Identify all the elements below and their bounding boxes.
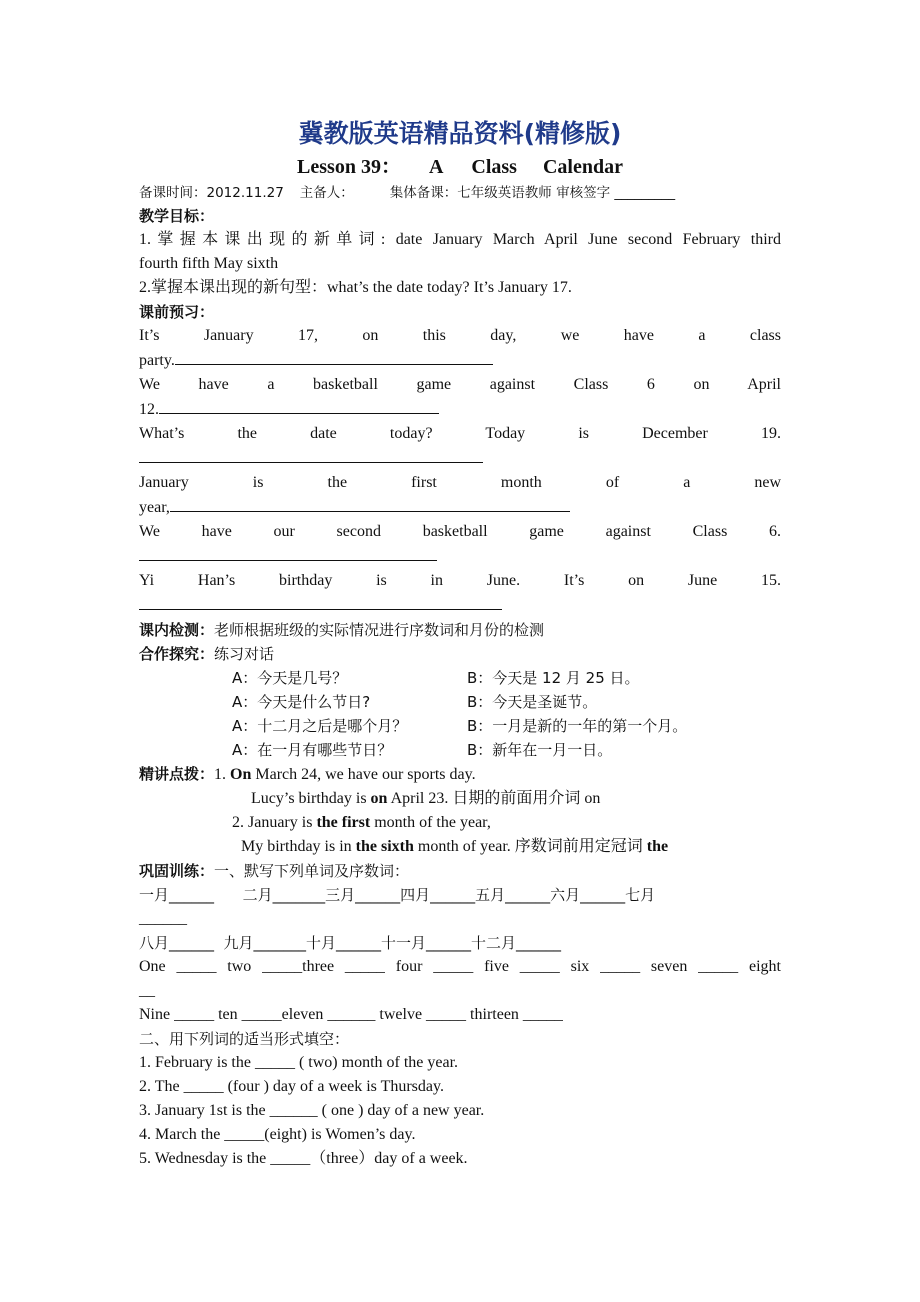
lesson-word-class: Class (471, 156, 517, 178)
question-3: 3. January 1st is the ______ ( one ) day of a new year. (139, 1102, 485, 1119)
answer-blank (139, 544, 437, 561)
answer-blank (175, 348, 493, 365)
goals-heading: 教学目标： (139, 207, 215, 225)
question-1: 1. February is the _____ ( two) month of the year. (139, 1054, 459, 1071)
text: 1. (214, 766, 231, 783)
preview-sentence-3: What’s the date today? Today is December 19. (139, 425, 781, 442)
bold-text: the sixth (355, 838, 414, 855)
lesson-number: Lesson 39： (297, 156, 401, 178)
dialogue-row (139, 738, 781, 762)
text: month of year. 序数词前用定冠词 (413, 838, 647, 855)
preview-s4-tail: year, (139, 499, 170, 516)
part2-heading: 二、用下列词的适当形式填空： (139, 1030, 350, 1048)
dialogue-b: B：今天是圣诞节。 (467, 693, 598, 711)
key-point-2 (139, 787, 781, 811)
question-4: 4. March the _____(eight) is Women’s day. (139, 1126, 416, 1143)
bold-text: on (370, 790, 388, 807)
meta-line (139, 182, 781, 204)
numbers-row-2: Nine _____ ten _____eleven ______ twelve _____ thirteen _____ (139, 1006, 563, 1023)
dialogue-row (139, 714, 781, 738)
lesson-title (139, 154, 781, 180)
practice-part1: 一、默写下列单词及序数词： (214, 862, 410, 880)
numbers-row-1-end: __ (139, 982, 155, 999)
lesson-word-a: A (428, 156, 444, 178)
dialogue-b: B：今天是 12 月 25 日。 (467, 669, 640, 687)
preview-sentence-2-end (139, 397, 781, 422)
key-point-4 (139, 835, 781, 859)
preview-sentence-1-end (139, 348, 781, 373)
text: month of the year, (370, 814, 491, 831)
dialogue-row (139, 666, 781, 690)
preview-s2-tail: 12. (139, 401, 159, 418)
preview-sentence-2: We have a basketball game against Class 6 on April (139, 376, 781, 393)
dialogue-b: B：一月是新的一年的第一个月。 (467, 717, 688, 735)
banner-title: 冀教版英语精品资料(精修版) (298, 119, 622, 148)
points-label: 精讲点拨： (139, 765, 215, 783)
key-point-1 (139, 762, 781, 787)
numbers-row-1: One _____ two _____three _____ four _____ five _____ six _____ seven _____ eight (139, 958, 781, 975)
question-2: 2. The _____ (four ) day of a week is Thursday. (139, 1078, 444, 1095)
answer-blank (170, 495, 570, 512)
answer-blank (139, 593, 502, 610)
preparer: 主备人： (299, 185, 354, 201)
text: My birthday is in (241, 838, 356, 855)
preview-sentence-4-end (139, 495, 781, 520)
goal-2: 2.掌握本课出现的新句型：what’s the date today? It’s January 17. (139, 279, 572, 296)
preview-sentence-6: Yi Han’s birthday is in June. It’s on June 15. (139, 572, 781, 589)
question-5: 5. Wednesday is the _____（three）day of a week. (139, 1150, 468, 1167)
check-label: 课内检测： (139, 621, 215, 639)
answer-blank (159, 397, 439, 414)
text: 2. January is (232, 814, 317, 831)
dialogue-a: A：今天是什么节日? (232, 693, 371, 711)
answer-blank (139, 446, 483, 463)
group-prep: 集体备课：七年级英语教师 审核签字 (389, 185, 611, 201)
dialogue-b: B：新年在一月一日。 (467, 741, 613, 759)
bold-text: the (646, 838, 669, 855)
in-class-check (139, 618, 781, 642)
text: Lucy’s birthday is (251, 790, 371, 807)
coop-text: 练习对话 (214, 645, 275, 663)
dialogue-a: A：十二月之后是哪个月？ (232, 717, 408, 735)
bold-text: On (230, 766, 252, 783)
text: March 24, we have our sports day. (251, 766, 476, 783)
preview-sentence-6-end (139, 593, 781, 618)
months-row-2: 八月______ 九月_______十月______十一月______十二月______ (139, 934, 562, 952)
lesson-word-calendar: Calendar (542, 156, 623, 178)
preview-heading: 课前预习： (139, 303, 215, 321)
goal-1-line-1: 1.掌握本课出现的新单词: date January March April June second February third (139, 231, 781, 248)
text: April 23. 日期的前面用介词 on (387, 790, 601, 807)
check-text: 老师根据班级的实际情况进行序数词和月份的检测 (214, 621, 545, 639)
key-point-3 (139, 811, 781, 835)
goal-1-line-2: fourth fifth May sixth (139, 255, 279, 272)
practice-heading (139, 859, 781, 883)
practice-label: 巩固训练： (139, 862, 215, 880)
bold-text: the first (316, 814, 371, 831)
prep-time: 备课时间：2012.11.27 (139, 185, 284, 201)
signature-blank: _________ (614, 185, 676, 201)
months-row-1: 一月______ 二月_______三月______四月______五月______六月______七月 (139, 886, 656, 904)
coop-label: 合作探究： (139, 645, 215, 663)
preview-sentence-5-end (139, 544, 781, 569)
dialogue-a: A：在一月有哪些节日？ (232, 741, 393, 759)
dialogue-row (139, 690, 781, 714)
months-row-1-end: ______ (139, 910, 187, 927)
preview-sentence-4: January is the first month of a new (139, 474, 781, 491)
preview-sentence-3-end (139, 446, 781, 471)
worksheet-page (139, 116, 781, 1171)
preview-s1-tail: party. (139, 352, 175, 369)
dialogue-a: A：今天是几号？ (232, 669, 348, 687)
preview-sentence-1: It’s January 17, on this day, we have a class (139, 327, 781, 344)
preview-sentence-5: We have our second basketball game against Class 6. (139, 523, 781, 540)
coop-explore (139, 642, 781, 666)
